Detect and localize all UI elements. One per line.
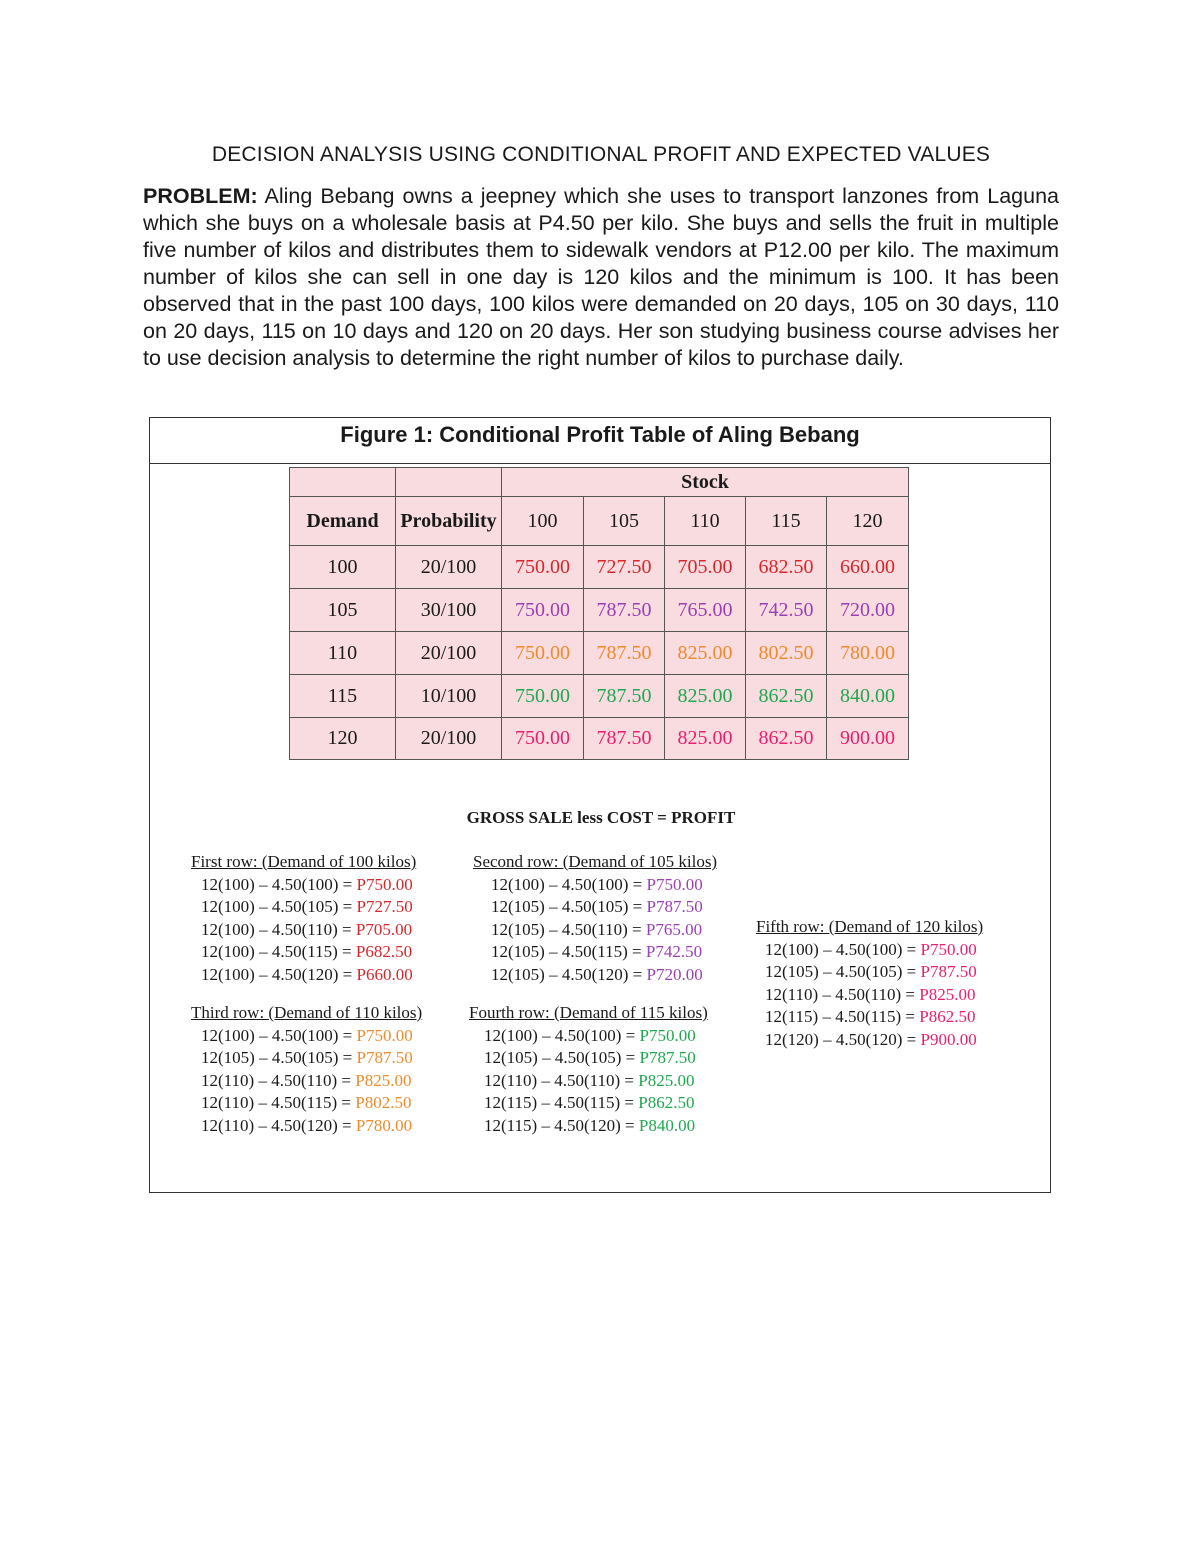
- calc-line: [491, 919, 717, 942]
- profit-cell: 862.50: [746, 718, 827, 760]
- calc-line: [491, 964, 717, 987]
- calc-expr: 12(105) – 4.50(110) =: [491, 919, 646, 939]
- profit-cell: 787.50: [584, 632, 665, 675]
- probability-cell: 20/100: [396, 546, 502, 589]
- profit-cell: 825.00: [665, 675, 746, 718]
- calc-line: [765, 1006, 983, 1029]
- calc-expr: 12(105) – 4.50(105) =: [201, 1048, 357, 1067]
- calc-result: P787.50: [639, 1048, 696, 1067]
- calc-block-third-row: [191, 1002, 422, 1137]
- calc-expr: 12(100) – 4.50(100) =: [201, 874, 357, 894]
- calc-line: [484, 1115, 708, 1138]
- profit-cell: 840.00: [827, 675, 909, 718]
- calc-block-first-row: [191, 851, 416, 986]
- document-title: DECISION ANALYSIS USING CONDITIONAL PROFIT AND EXPECTED VALUES: [211, 143, 991, 166]
- calc-line: [201, 1070, 422, 1093]
- stock-level-header: 110: [665, 497, 746, 546]
- calc-heading: First row: (Demand of 100 kilos): [191, 852, 417, 871]
- stock-level-header: 105: [584, 497, 665, 546]
- calc-line: [484, 1070, 708, 1093]
- probability-cell: 10/100: [396, 675, 502, 718]
- calc-result: P750.00: [920, 939, 977, 959]
- table-row: [290, 675, 909, 718]
- probability-cell: 30/100: [396, 589, 502, 632]
- calc-expr: 12(100) – 4.50(100) =: [484, 1025, 640, 1045]
- calc-line: [201, 964, 416, 987]
- calc-result: P825.00: [919, 984, 976, 1004]
- calc-expr: 12(105) – 4.50(105) =: [491, 897, 647, 916]
- profit-cell: 750.00: [502, 632, 584, 675]
- calc-line: [201, 896, 416, 919]
- profit-cell: 727.50: [584, 546, 665, 589]
- calc-line: [201, 1025, 422, 1048]
- table-row: [290, 546, 909, 589]
- conditional-profit-table: [289, 467, 909, 760]
- calc-expr: 12(100) – 4.50(100) =: [491, 874, 647, 894]
- calc-line: [491, 941, 717, 964]
- profit-cell: 780.00: [827, 632, 909, 675]
- calc-result: P750.00: [646, 874, 703, 894]
- calc-block-fifth-row: [756, 916, 983, 1051]
- demand-cell: 105: [290, 589, 396, 632]
- profit-cell: 900.00: [827, 718, 909, 760]
- stock-level-header: 100: [502, 497, 584, 546]
- demand-cell: 115: [290, 675, 396, 718]
- calc-line: [201, 919, 416, 942]
- calc-heading: Second row: (Demand of 105 kilos): [473, 852, 718, 871]
- profit-cell: 825.00: [665, 718, 746, 760]
- calc-block-second-row: [473, 851, 717, 986]
- stock-header: Stock: [502, 468, 909, 497]
- calc-expr: 12(105) – 4.50(105) =: [765, 962, 921, 981]
- calc-expr: 12(110) – 4.50(110) =: [765, 984, 920, 1004]
- calc-expr: 12(100) – 4.50(100) =: [201, 1025, 357, 1045]
- profit-cell: 750.00: [502, 589, 584, 632]
- calc-result: P780.00: [355, 1115, 413, 1135]
- calc-result: P787.50: [646, 897, 703, 916]
- blank-header-cell: [396, 468, 502, 497]
- calc-heading: Fifth row: (Demand of 120 kilos): [756, 917, 984, 936]
- calc-result: P787.50: [356, 1048, 413, 1067]
- calc-expr: 12(110) – 4.50(120) =: [201, 1115, 356, 1135]
- blank-header-cell: [290, 468, 396, 497]
- calc-expr: 12(105) – 4.50(120) =: [491, 964, 647, 984]
- probability-cell: 20/100: [396, 632, 502, 675]
- calc-expr: 12(110) – 4.50(110) =: [201, 1070, 356, 1090]
- calc-result: P750.00: [639, 1025, 696, 1045]
- profit-cell: 802.50: [746, 632, 827, 675]
- calc-result: P660.00: [356, 964, 413, 984]
- profit-cell: 720.00: [827, 589, 909, 632]
- calc-expr: 12(110) – 4.50(110) =: [484, 1070, 639, 1090]
- calc-expr: 12(115) – 4.50(115) =: [484, 1093, 639, 1112]
- profit-cell: 750.00: [502, 718, 584, 760]
- calc-line: [201, 1115, 422, 1138]
- stock-level-header: 120: [827, 497, 909, 546]
- calc-line: [201, 1092, 422, 1115]
- calc-result: P720.00: [646, 964, 703, 984]
- table-row: [290, 589, 909, 632]
- probability-cell: 20/100: [396, 718, 502, 760]
- calc-result: P742.50: [645, 942, 703, 961]
- calc-line: [201, 874, 416, 897]
- calc-result: P825.00: [638, 1070, 695, 1090]
- calc-expr: 12(105) – 4.50(115) =: [491, 942, 646, 961]
- calc-result: P840.00: [638, 1115, 696, 1135]
- calc-line: [765, 1029, 983, 1052]
- calc-result: P765.00: [645, 919, 703, 939]
- calc-result: P750.00: [356, 1025, 413, 1045]
- calc-line: [765, 961, 983, 984]
- profit-cell: 787.50: [584, 675, 665, 718]
- stock-level-header: 115: [746, 497, 827, 546]
- calc-expr: 12(100) – 4.50(115) =: [201, 942, 356, 961]
- calc-expr: 12(105) – 4.50(105) =: [484, 1048, 640, 1067]
- calc-expr: 12(100) – 4.50(100) =: [765, 939, 921, 959]
- calc-expr: 12(115) – 4.50(120) =: [484, 1115, 639, 1135]
- calc-result: P727.50: [356, 897, 413, 916]
- calc-line: [484, 1025, 708, 1048]
- calc-expr: 12(100) – 4.50(120) =: [201, 964, 357, 984]
- calc-result: P682.50: [355, 942, 413, 961]
- calc-line: [765, 984, 983, 1007]
- calc-line: [491, 896, 717, 919]
- calc-expr: 12(115) – 4.50(115) =: [765, 1007, 920, 1026]
- calc-result: P862.50: [638, 1093, 695, 1112]
- calc-result: P825.00: [355, 1070, 412, 1090]
- calc-result: P802.50: [355, 1093, 412, 1112]
- profit-cell: 750.00: [502, 675, 584, 718]
- probability-header: Probability: [396, 497, 502, 546]
- problem-text: Aling Bebang owns a jeepney which she uses to transport lanzones from Laguna which she buys on a wholesale basis at P4.50 per kilo. She buys and sells the fruit in multiple five number of kilos and distributes them to sidewalk vendors at P12.00 per kilo. The maximum number of kilos she can sell in one day is 120 kilos and the minimum is 100. It has been observed that in the past 100 days, 100 kilos were demanded on 20 days, 105 on 30 days, 110 on 20 days, 115 on 10 days and 120 on 20 days. Her son studying business course advises her to use decision analysis to determine the right number of kilos to purchase daily.: [143, 184, 1059, 370]
- profit-cell: 682.50: [746, 546, 827, 589]
- calc-heading: Third row: (Demand of 110 kilos): [191, 1003, 423, 1022]
- profit-cell: 705.00: [665, 546, 746, 589]
- profit-cell: 765.00: [665, 589, 746, 632]
- profit-cell: 787.50: [584, 718, 665, 760]
- problem-label: PROBLEM:: [143, 184, 258, 208]
- profit-cell: 750.00: [502, 546, 584, 589]
- calc-expr: 12(110) – 4.50(115) =: [201, 1093, 356, 1112]
- calc-result: P705.00: [355, 919, 413, 939]
- profit-cell: 862.50: [746, 675, 827, 718]
- calc-line: [491, 874, 717, 897]
- calc-line: [201, 1047, 422, 1070]
- calc-expr: 12(100) – 4.50(105) =: [201, 897, 357, 916]
- calc-line: [484, 1047, 708, 1070]
- calc-line: [484, 1092, 708, 1115]
- calc-heading: Fourth row: (Demand of 115 kilos): [469, 1003, 708, 1022]
- table-row: [290, 632, 909, 675]
- demand-cell: 120: [290, 718, 396, 760]
- figure-caption: Figure 1: Conditional Profit Table of Aling Bebang: [150, 418, 1050, 464]
- table-row: [290, 718, 909, 760]
- calc-block-fourth-row: [469, 1002, 708, 1137]
- calc-result: P900.00: [920, 1029, 977, 1049]
- calc-result: P787.50: [920, 962, 977, 981]
- calc-result: P750.00: [356, 874, 413, 894]
- gross-sale-label: GROSS SALE less COST = PROFIT: [466, 808, 736, 827]
- demand-cell: 100: [290, 546, 396, 589]
- demand-header: Demand: [290, 497, 396, 546]
- profit-cell: 660.00: [827, 546, 909, 589]
- profit-cell: 742.50: [746, 589, 827, 632]
- problem-statement: [143, 183, 1059, 372]
- calc-result: P862.50: [919, 1007, 976, 1026]
- profit-cell: 825.00: [665, 632, 746, 675]
- calc-line: [765, 939, 983, 962]
- profit-cell: 787.50: [584, 589, 665, 632]
- calc-expr: 12(100) – 4.50(110) =: [201, 919, 356, 939]
- demand-cell: 110: [290, 632, 396, 675]
- calc-expr: 12(120) – 4.50(120) =: [765, 1029, 921, 1049]
- calc-line: [201, 941, 416, 964]
